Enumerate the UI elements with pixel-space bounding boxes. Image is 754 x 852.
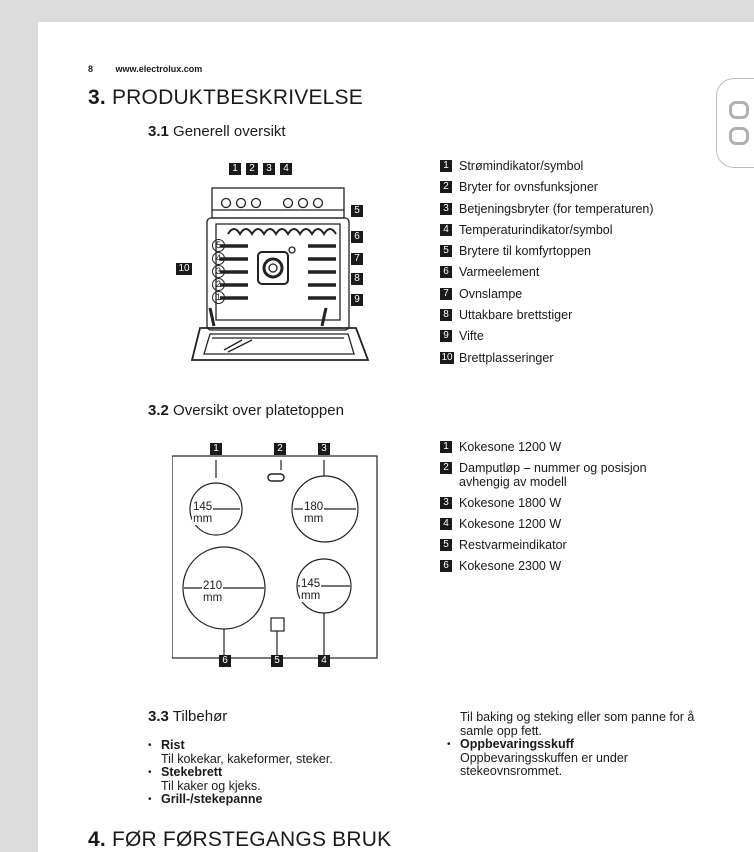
legend-item (440, 326, 710, 347)
accessory-desc: Til baking og steking eller som panne for å samle opp fett. (460, 710, 695, 738)
subsection-3-2-heading (148, 402, 344, 419)
legend-number: 4 (440, 518, 452, 530)
legend-text: Vifte (459, 329, 484, 344)
legend-number: 6 (440, 560, 452, 572)
hob-callout-5: 5 (271, 655, 283, 667)
callout-7: 7 (351, 253, 363, 265)
callout-9: 9 (351, 294, 363, 306)
legend-number: 5 (440, 539, 452, 551)
legend-item (440, 177, 710, 198)
zone-size-label: 180 mm (304, 501, 324, 525)
legend-text: Ovnslampe (459, 286, 523, 301)
legend-text: Uttakbare brettstiger (459, 308, 573, 323)
residual-heat-indicator (271, 618, 284, 631)
legend-text: Betjeningsbryter (for temperaturen) (459, 201, 654, 216)
accessory-title: Oppbevaringsskuff (460, 737, 574, 751)
hob-callout-3: 3 (318, 443, 330, 455)
accessory-title: Stekebrett (161, 765, 223, 779)
legend-item (440, 559, 705, 573)
legend-number: 3 (440, 497, 452, 509)
oven-door (192, 328, 368, 360)
hob-callout-6: 6 (219, 655, 231, 667)
website-url: www.electrolux.com (115, 64, 203, 74)
legend-item (440, 220, 710, 241)
callout-1: 1 (229, 163, 241, 175)
legend-item (440, 284, 710, 305)
hob-callout-2: 2 (274, 443, 286, 455)
legend-text: Kokesone 1200 W (459, 517, 562, 531)
legend-text: Strømindikator/symbol (459, 159, 584, 173)
legend-item (440, 461, 705, 489)
legend-text: Kokesone 2300 W (459, 559, 562, 573)
callout-8: 8 (351, 273, 363, 285)
subsection-3-2-number: 3.2 (148, 402, 169, 419)
hob-diagram (172, 438, 378, 676)
legend-text: Damputløp – nummer og posisjon avhengig av modell (459, 461, 647, 489)
section-3-number: 3. (88, 86, 106, 109)
oven-legend (440, 156, 710, 369)
legend-item (440, 440, 705, 454)
legend-number: 3 (440, 203, 452, 215)
rack-level-2: 2 (212, 278, 225, 291)
accessory-title: Rist (161, 738, 185, 752)
accessory-item: • Oppbevaringsskuff Oppbevaringsskuffen er under stekeovnsrommet. (447, 738, 713, 779)
legend-number: 10 (441, 351, 453, 363)
legend-item (440, 241, 710, 262)
accessory-desc: Til kokekar, kakeformer, steker. (161, 751, 333, 766)
legend-text: Temperaturindikator/symbol (459, 222, 613, 237)
legend-text: Restvarmeindikator (459, 538, 567, 552)
oven-control-panel (212, 188, 344, 218)
subsection-3-3-heading (148, 708, 227, 725)
rack-level-1: 1 (212, 291, 225, 304)
legend-number: 4 (440, 224, 452, 236)
subsection-3-2-title: Oversikt over platetoppen (173, 402, 344, 419)
section-4-number: 4. (88, 828, 106, 851)
legend-text: Kokesone 1800 W (459, 496, 562, 510)
section-4-heading (88, 828, 391, 852)
subsection-3-1-number: 3.1 (148, 123, 169, 140)
legend-number: 2 (440, 462, 452, 474)
legend-text: Brettplasseringer (459, 350, 554, 365)
legend-item (440, 156, 710, 177)
legend-item (440, 305, 710, 326)
callout-2: 2 (246, 163, 258, 175)
accessory-desc: Til kaker og kjeks. (161, 778, 261, 793)
legend-item (440, 199, 710, 220)
legend-text: Kokesone 1200 W (459, 440, 562, 454)
legend-number: 5 (440, 245, 452, 257)
legend-item (440, 538, 705, 552)
callout-3: 3 (263, 163, 275, 175)
accessory-item: • Stekebrett Til kaker og kjeks. (148, 765, 261, 793)
legend-item (440, 348, 710, 369)
legend-number: 6 (440, 266, 452, 278)
subsection-3-3-number: 3.3 (148, 708, 169, 725)
tab-mark-bottom (729, 127, 749, 145)
zone-size-label: 210 mm (203, 580, 223, 604)
legend-number: 2 (440, 181, 452, 193)
legend-item (440, 496, 705, 510)
callout-10: 10 (176, 263, 192, 275)
hob-legend (440, 440, 705, 580)
zone-size-label: 145 mm (193, 501, 213, 525)
language-tab (716, 78, 754, 168)
accessory-desc: Oppbevaringsskuffen er under stekeovnsrommet. (460, 750, 628, 778)
accessories-left (148, 739, 398, 807)
legend-number: 1 (440, 441, 452, 453)
legend-number: 8 (440, 309, 452, 321)
legend-number: 7 (440, 288, 452, 300)
rack-level-3: 3 (212, 265, 225, 278)
accessory-item: • Rist Til kokekar, kakeformer, steker. (148, 738, 333, 766)
section-3-title: PRODUKTBESKRIVELSE (111, 86, 363, 109)
legend-text: Varmeelement (459, 265, 540, 280)
subsection-3-3-title: Tilbehør (172, 708, 228, 725)
page-number: 8 (88, 64, 94, 74)
callout-5: 5 (351, 205, 363, 217)
legend-item (440, 262, 710, 283)
callout-4: 4 (280, 163, 292, 175)
accessory-item: • Grill-/stekepanne (148, 792, 263, 806)
section-4-title: FØR FØRSTEGANGS BRUK (111, 828, 392, 851)
legend-text: Brytere til komfyrtoppen (459, 244, 591, 259)
section-3-heading (88, 86, 363, 110)
subsection-3-1-title: Generell oversikt (173, 123, 286, 140)
zone-size-label: 145 mm (301, 578, 321, 602)
oven-diagram (172, 158, 372, 368)
hob-callout-1: 1 (210, 443, 222, 455)
callout-6: 6 (351, 231, 363, 243)
legend-number: 1 (440, 160, 452, 172)
hob-callout-4: 4 (318, 655, 330, 667)
legend-number: 9 (440, 330, 452, 342)
legend-item (440, 517, 705, 531)
rack-level-5: 5 (212, 239, 225, 252)
accessories-right (447, 710, 713, 779)
legend-text: Bryter for ovnsfunksjoner (459, 180, 598, 195)
steam-outlet (268, 474, 284, 481)
page-header (88, 64, 202, 74)
rack-level-4: 4 (212, 252, 225, 265)
subsection-3-1-heading (148, 123, 286, 140)
tab-mark-top (729, 101, 749, 119)
accessory-title: Grill-/stekepanne (161, 792, 263, 806)
